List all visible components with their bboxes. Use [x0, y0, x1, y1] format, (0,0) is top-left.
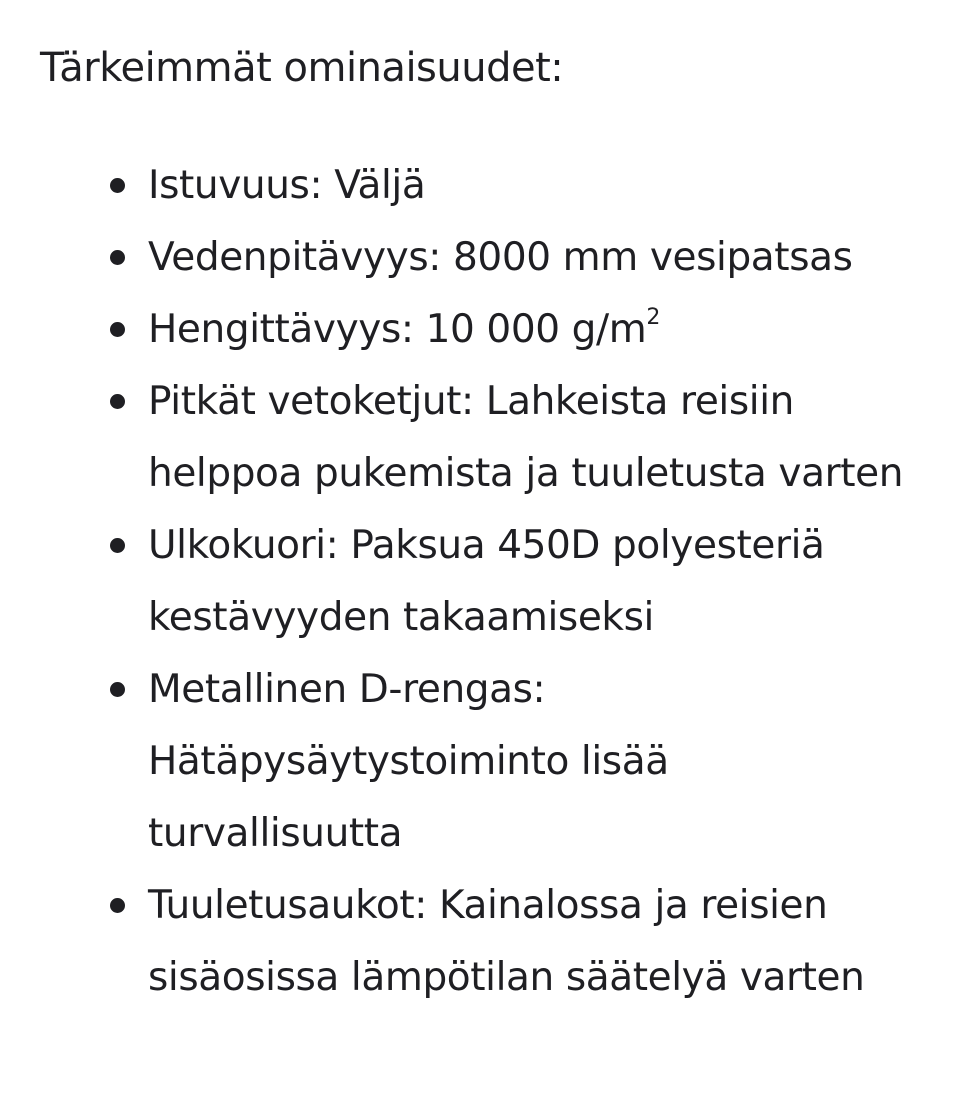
bullet-icon	[110, 538, 125, 553]
unit-exponent: 2	[646, 305, 660, 330]
feature-text-fit: Istuvuus: Väljä	[148, 163, 426, 208]
list-item	[148, 366, 924, 510]
list-item	[148, 150, 924, 222]
bullet-icon	[110, 250, 125, 265]
feature-text-vents: Tuuletusaukot: Kainalossa ja reisien sisäosissa lämpötilan säätelyä varten	[148, 883, 865, 1000]
list-item	[148, 222, 924, 294]
list-item	[148, 654, 924, 870]
list-item	[148, 510, 924, 654]
section-heading: Tärkeimmät ominaisuudet:	[40, 45, 564, 91]
list-item	[148, 870, 924, 1014]
feature-list	[40, 150, 940, 1014]
bullet-icon	[110, 322, 125, 337]
bullet-icon	[110, 178, 125, 193]
feature-text-breathability: Hengittävyys: 10 000 g/m	[148, 307, 647, 352]
bullet-icon	[110, 394, 125, 409]
bullet-icon	[110, 898, 125, 913]
bullet-icon	[110, 682, 125, 697]
document-content	[40, 36, 940, 1014]
feature-text-waterproofness: Vedenpitävyys: 8000 mm vesipatsas	[148, 235, 853, 280]
feature-text-outer-shell: Ulkokuori: Paksua 450D polyesteriä kestävyyden takaamiseksi	[148, 523, 825, 640]
feature-text-zippers: Pitkät vetoketjut: Lahkeista reisiin helppoa pukemista ja tuuletusta varten	[148, 379, 904, 496]
list-item	[148, 294, 924, 366]
feature-text-d-ring: Metallinen D-rengas: Hätäpysäytystoiminto lisää turvallisuutta	[148, 667, 669, 856]
